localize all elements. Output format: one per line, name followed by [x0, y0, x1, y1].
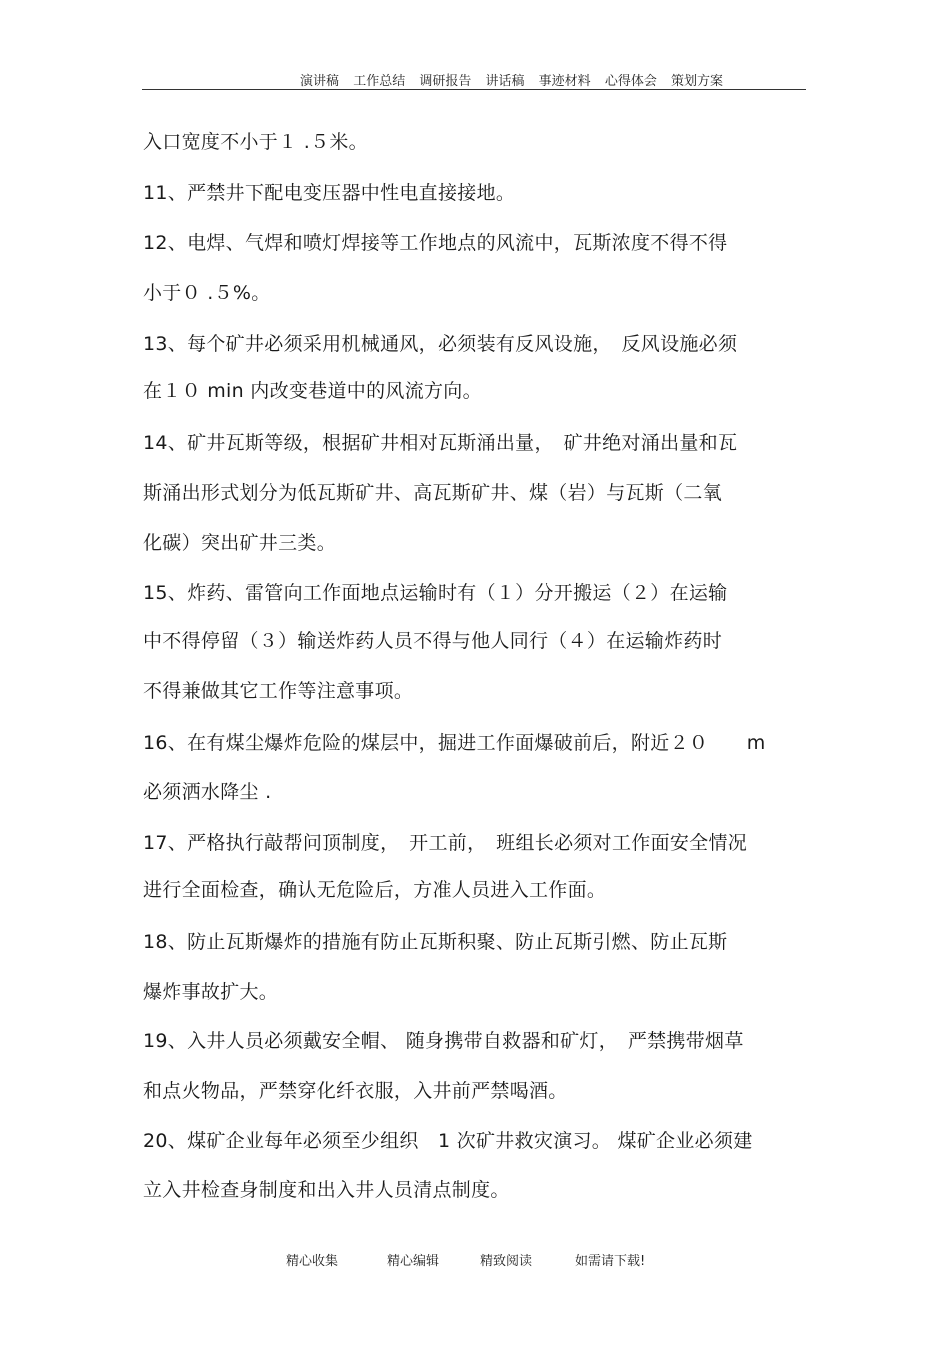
header-item-research-report: 调研报告 — [419, 74, 472, 89]
text-line: 12、电焊、气焊和喷灯焊接等工作地点的风流中，瓦斯浓度不得不得 — [143, 232, 728, 254]
header-item-plan: 策划方案 — [670, 74, 723, 89]
text-line: 小于０ .５%。 — [143, 282, 271, 304]
text-line: 爆炸事故扩大。 — [143, 981, 279, 1003]
header-item-experience: 心得体会 — [604, 74, 657, 89]
text-line: 17、严格执行敲帮问顶制度， 开工前， 班组长必须对工作面安全情况 — [143, 832, 748, 854]
text-line: 化碳）突出矿井三类。 — [143, 532, 337, 554]
text-line: 11、严禁井下配电变压器中性电直接接地。 — [143, 182, 516, 204]
text-line: 斯涌出形式划分为低瓦斯矿井、高瓦斯矿井、煤（岩）与瓦斯（二氧 — [143, 482, 723, 504]
text-line: 必须洒水降尘 . — [143, 781, 272, 803]
text-line: 13、每个矿井必须采用机械通风，必须装有反风设施， 反风设施必须 — [143, 333, 738, 355]
page-header — [142, 66, 806, 90]
header-item-deeds: 事迹材料 — [538, 74, 591, 89]
text-line: 16、在有煤尘爆炸危险的煤层中，掘进工作面爆破前后，附近２０ m — [143, 732, 766, 754]
text-line: 不得兼做其它工作等注意事项。 — [143, 680, 414, 702]
text-line: 19、入井人员必须戴安全帽、 随身携带自救器和矿灯， 严禁携带烟草 — [143, 1030, 744, 1052]
text-line: 15、炸药、雷管向工作面地点运输时有（１）分开搬运（２）在运输 — [143, 582, 728, 604]
footer-item-edit: 精心编辑 — [387, 1254, 440, 1269]
text-line: 进行全面检查，确认无危险后，方准人员进入工作面。 — [143, 879, 607, 901]
header-item-talk: 讲话稿 — [485, 74, 525, 89]
header-item-speech: 演讲稿 — [300, 74, 340, 89]
footer-item-collect: 精心收集 — [286, 1254, 339, 1269]
header-item-work-summary: 工作总结 — [353, 74, 406, 89]
footer-item-download: 如需请下载! — [575, 1254, 646, 1269]
text-line: 和点火物品，严禁穿化纤衣服，入井前严禁喝酒。 — [143, 1080, 568, 1102]
text-line: 14、矿井瓦斯等级，根据矿井相对瓦斯涌出量， 矿井绝对涌出量和瓦 — [143, 432, 738, 454]
text-line: 中不得停留（３）输送炸药人员不得与他人同行（４）在运输炸药时 — [143, 630, 723, 652]
text-line: 18、防止瓦斯爆炸的措施有防止瓦斯积聚、防止瓦斯引燃、防止瓦斯 — [143, 931, 728, 953]
header-categories — [295, 70, 728, 89]
text-line: 在１０ min 内改变巷道中的风流方向。 — [143, 380, 482, 402]
text-line: 入口宽度不小于１ .５米。 — [143, 131, 368, 153]
footer-item-read: 精致阅读 — [480, 1254, 533, 1269]
text-line: 20、煤矿企业每年必须至少组织 1 次矿井救灾演习。 煤矿企业必须建 — [143, 1130, 753, 1152]
text-line: 立入井检查身制度和出入井人员清点制度。 — [143, 1179, 510, 1201]
